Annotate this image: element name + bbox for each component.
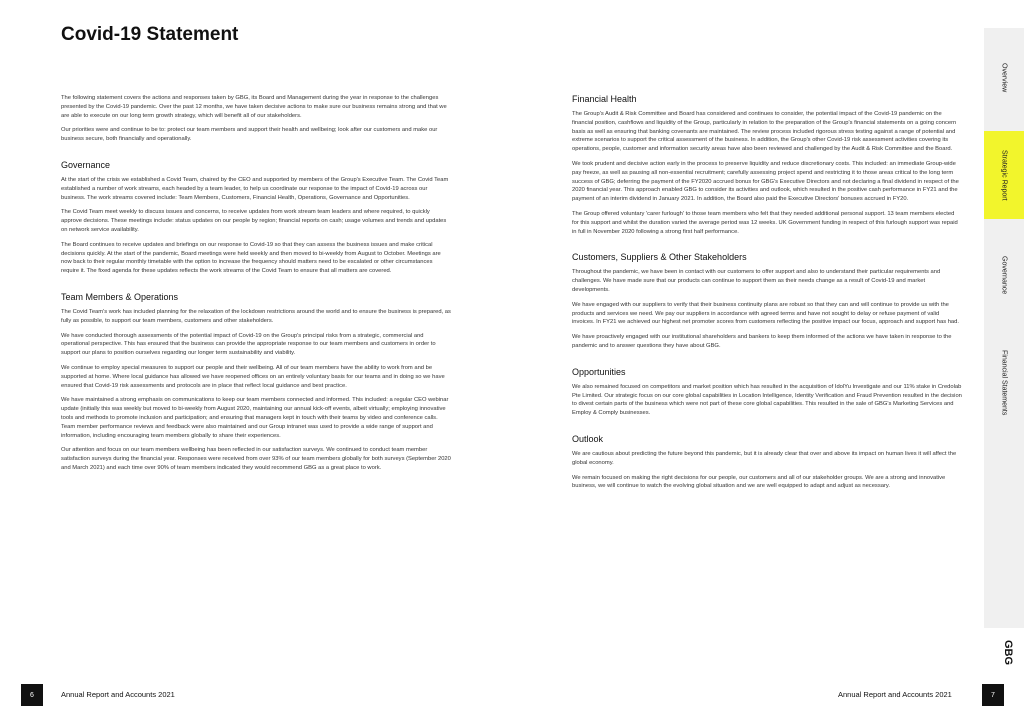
tab-financial-statements[interactable]	[984, 328, 1024, 438]
page-number-right: 7	[982, 684, 1004, 706]
paragraph: We also remained focused on competitors and market position which has resulted in the acquisition of IdolYu Investigate and our 11% stake in Credolab Pte Limited. Our strategic focus on our core global capabilities in Location Intelligence, Identity Verification and Fraud Prevention resulted in the decision to divest certain parts of the business which were not part of these core global capabilities. This resulted in the sale of GBG's Marketing Services and Employ & Comply businesses.	[572, 383, 962, 417]
page-number-left: 6	[21, 684, 43, 706]
paragraph: We have maintained a strong emphasis on communications to keep our team members connected and informed. This included: a regular CEO webinar update (initially this was weekly but moved to bi-weekly from August 2020, maintaining our annual kick-off events, albeit virtually; employing innovative tools and methods to promote inclusion and participation; and ensuring that managers kept in touch with their teams by video and conference calls. Team member performance reviews and feedback were also maintained and our Group intranet was used to provide a wide range of support and information, including encouraging team members globally to share their experiences.	[61, 397, 449, 439]
section-heading-financial-health: Financial Health	[572, 94, 637, 104]
footer-title-left: Annual Report and Accounts 2021	[61, 690, 175, 699]
section-heading-governance: Governance	[61, 159, 111, 170]
section-heading-team-members: Team Members & Operations	[61, 291, 179, 302]
paragraph: Our attention and focus on our team members wellbeing has been reflected in our satisfaction surveys. We continued to conduct team member satisfaction surveys during the financial year. Responses were received from over 93% of our team members globally for both surveys (September 2020 and March 2021) and each time over 90% of team members indicated they would recommend GBG as a great place to work.	[61, 447, 451, 471]
tab-strategic-report[interactable]	[984, 131, 1024, 219]
tab-label: Overview	[1000, 63, 1008, 93]
left-column	[61, 94, 451, 479]
paragraph: The Covid Team's work has included planning for the relaxation of the lockdown restrictions around the world and to ensure the business is prepared, as fully as possible, to support our team members, customers and other stakeholders.	[61, 308, 451, 324]
page-title: Covid-19 Statement	[61, 24, 239, 45]
tab-governance[interactable]	[984, 228, 1024, 323]
paragraph: We are cautious about predicting the future beyond this pandemic, but it is already clear that over and above its impact on human lives it will affect the global economy.	[572, 450, 957, 466]
paragraph: We took prudent and decisive action early in the process to preserve liquidity and reduce discretionary costs. This included: an immediate Group-wide pay freeze, as well as pausing all non-essential recruitment; carefully assessing project spend and restricting it to those areas critical to the long term success of GBG; deferring the payment of the FY2020 accrued bonus for GBG's Executive Directors and not declaring a final dividend in respect of the 2020 financial year. This approach enabled GBG to consider its activities and outlook, which resulted in the positive cash performance in FY21 and the payment of an interim dividend in January 2021. In addition, the Board also paid the Executive Directors' bonuses accrued in FY20.	[572, 160, 959, 203]
tab-overview[interactable]	[984, 28, 1024, 128]
right-column	[572, 94, 962, 497]
intro-paragraph: The following statement covers the actions and responses taken by GBG, its Board and Management during the year in response to the challenges presented by the Covid-19 pandemic. Over the past 12 months, we have taken decisive actions to make sure our business remains strong and that we are able to execute on our long term growth strategy, which will benefit all of our stakeholders.	[61, 95, 447, 119]
paragraph: The Covid Team meet weekly to discuss issues and concerns, to receive updates from work stream team leaders and where required, to quickly approve decisions. These meetings include: status updates on our people by region; financial reports on cash; usage volumes and trends and updates on network service availability.	[61, 209, 447, 233]
paragraph: We have conducted thorough assessments of the potential impact of Covid-19 on the Group's principal risks from a strategic, commercial and operational perspective. This has ensured that the business can provide the appropriate response to our team members and customers in order to support our plans to position ourselves regarding our longer term sustainability and viability.	[61, 332, 436, 357]
paragraph: We remain focused on making the right decisions for our people, our customers and all of our stakeholder groups. We are a strong and innovative business, we will continue to watch the evolving global situation and we are well equipped to adapt and adjust as necessary.	[572, 474, 946, 490]
brand-logo: GBG	[1002, 640, 1014, 666]
intro-paragraph: Our priorities were and continue to be to: protect our team members and support their health and wellbeing; look after our customers and make our business secure, both financially and operationally.	[61, 127, 438, 143]
paragraph: The Group offered voluntary 'carer furlough' to those team members who felt that they needed additional personal support. 13 team members elected for this support and whilst the duration varied the average period was 12 weeks. UK Government funding in respect of this furlough support was repaid in full in November 2020 following a strong first half performance.	[572, 210, 958, 235]
paragraph: The Group's Audit & Risk Committee and Board has considered and continues to consider, the potential impact of the Covid-19 pandemic on the financial position, cashflows and liquidity of the Group, particularly in relation to the preparation of the Group's financial statements on a going concern basis as well as ensuring that banking covenants are maintained. The review process included rigorous stress testing against a range of potential and extreme scenarios to support the critical assessment of the business. In addition, the Group's other Covid-19 risk assessment activities covering its operations, people, customer and information security areas have also been reviewed and challenged by the Audit & Risk Committee and the Board.	[572, 111, 957, 153]
paragraph: We continue to employ special measures to support our people and their wellbeing. All of our team members have the ability to work from and be supported at home. Where local guidance has allowed we have reopened offices on an entirely voluntary basis for our teams and in doing so we have ensured that Covid-19 risk assessments and protocols are in place that reflect local guidance and best practice.	[61, 364, 445, 389]
paragraph: Throughout the pandemic, we have been in contact with our customers to offer support and also to understand their particular requirements and challenges. We have made sure that our products can continue to support them as their needs change as a result of Covid-19 and market developments.	[572, 269, 941, 293]
section-nav-sidebar	[984, 28, 1024, 628]
footer-title-right: Annual Report and Accounts 2021	[838, 690, 952, 699]
paragraph: At the start of the crisis we established a Covid Team, chaired by the CEO and supported by members of the Group's Executive Team. The Covid Team established a number of work streams, each headed by a team leader, to help us coordinate our response to the impact of Covid-19 across our business. The work streams covered include: Team Members, Customers, Financial Health, Operations, Governance and Opportunities.	[61, 176, 449, 201]
section-heading-opportunities: Opportunities	[572, 366, 626, 377]
paragraph: We have engaged with our suppliers to verify that their business continuity plans are robust so that they can and will continue to provide us with the products and services we need. We pay our suppliers in accordance with agreed terms and have not sought to delay or refuse payment of valid invoices. In FY21 we achieved our highest net promoter scores from customers reflecting the positive impact our focus, approach and support has had.	[572, 301, 959, 326]
paragraph: We have proactively engaged with our institutional shareholders and bankers to keep them informed of the actions we have taken in response to the pandemic and to answer questions they have about GBG.	[572, 334, 952, 349]
tab-label: Governance	[1000, 256, 1008, 295]
tab-label: Strategic Report	[1000, 149, 1008, 201]
tab-label: Financial Statements	[1000, 350, 1008, 416]
section-heading-customers: Customers, Suppliers & Other Stakeholders	[572, 252, 747, 263]
section-heading-outlook: Outlook	[572, 433, 604, 444]
paragraph: The Board continues to receive updates and briefings on our response to Covid-19 so that they can assess the business issues and make critical decisions quickly. At the start of the pandemic, Board meetings were held weekly and then moved to bi-weekly from August to October. Meetings are now back to their regular monthly timetable with the option to increase the frequency should matters need to be escalated or other circumstances require it. The fixed agenda for these updates reflects the work streams of the Covid Team to ensure that all matters are covered.	[61, 241, 441, 275]
